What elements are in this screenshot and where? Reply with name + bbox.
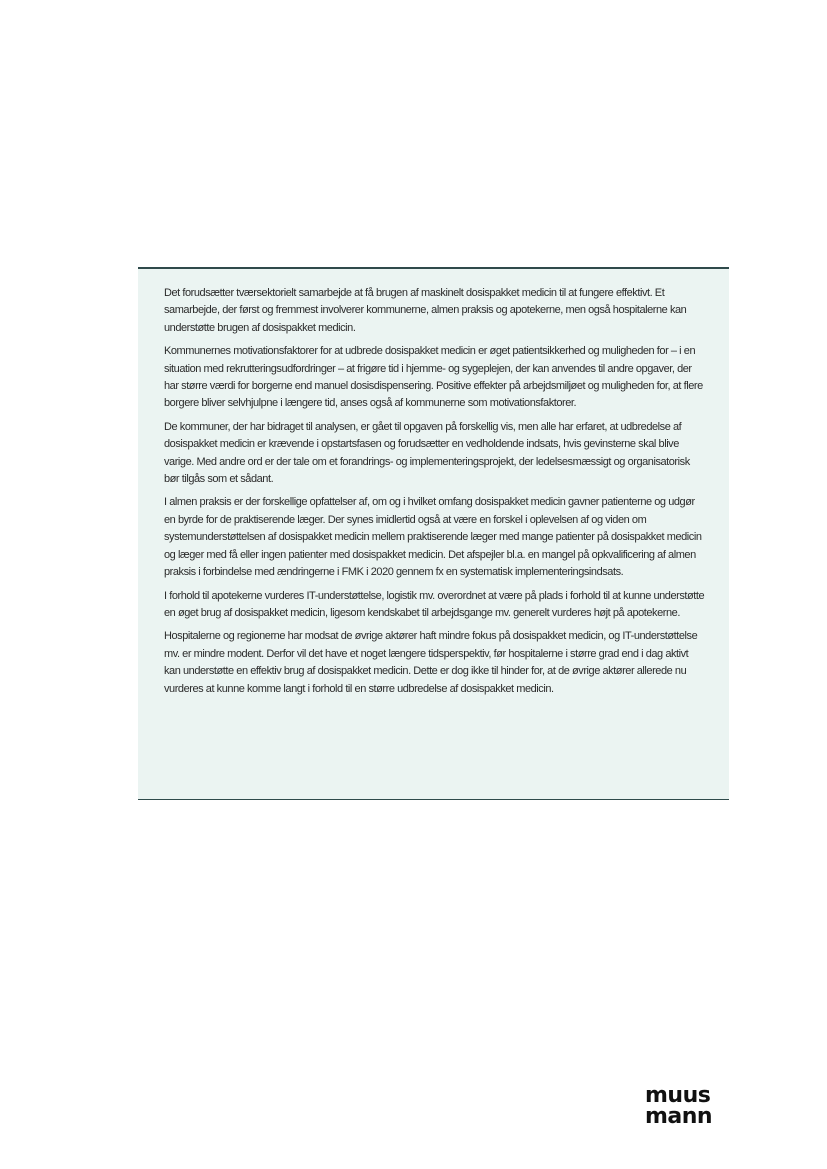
- callout-paragraph: Kommunernes motivationsfaktorer for at udbrede dosispakket medicin er øget patientsikkerhed og muligheden for – i en situation med rekrutteringsudfordringer – at frigøre tid i hjemme- og sygeplejen, der kan anvendes til andre opgaver, der har større værdi for borgerne end manuel dosisdispensering. Positive effekter på arbejdsmiljøet og muligheden for, at flere borgere bliver selvhjulpne i længere tid, anses også af kommunerne som motivationsfaktorer.: [164, 345, 703, 410]
- logo-text-line-1: muus: [645, 1083, 711, 1108]
- callout-paragraph: I almen praksis er der forskellige opfattelser af, om og i hvilket omfang dosispakket medicin gavner patienterne og udgør en byrde for de praktiserende læger. Der synes imidlertid også at være en forskel i oplevelsen af og viden om systemunderstøttelsen af dosispakket medicin mellem praktiserende læger med mange patienter på dosispakket medicin og læger med få eller ingen patienter med dosispakket medicin. Det afspejler bl.a. en mangel på opkvalificering af almen praksis i forbindelse med ændringerne i FMK i 2020 gennem fx en systematisk implementeringsindsats.: [164, 496, 702, 579]
- callout-paragraph: Det forudsætter tværsektorielt samarbejde at få brugen af maskinelt dosispakket medicin til at fungere effektivt. Et samarbejde, der først og fremmest involverer kommunerne, almen praksis og apotekerne, men også hospitalerne kan understøtte brugen af dosispakket medicin.: [164, 287, 687, 334]
- logo-text-line-2: mann: [645, 1104, 713, 1129]
- summary-callout-box: [138, 267, 729, 800]
- callout-paragraph: De kommuner, der har bidraget til analysen, er gået til opgaven på forskellig vis, men alle har erfaret, at udbredelse af dosispakket medicin er krævende i opstartsfasen og forudsætter en vedholdende indsats, hvis gevinsterne skal blive varige. Med andre ord er der tale om et forandrings- og implementeringsprojekt, der ledelsesmæssigt og organisatorisk bør tilgås som et sådant.: [164, 420, 690, 486]
- muusmann-logo: [645, 1085, 725, 1127]
- callout-paragraph: Hospitalerne og regionerne har modsat de øvrige aktører haft mindre fokus på dosispakket medicin, og IT-understøttelse mv. er mindre modent. Derfor vil det have et noget længere tidsperspektiv, før hospitalerne i større grad end i dag aktivt kan understøtte en effektiv brug af dosispakket medicin. Dette er dog ikke til hinder for, at de øvrige aktører allerede nu vurderes at kunne komme langt i forhold til en større udbredelse af dosispakket medicin.: [164, 630, 698, 695]
- callout-paragraph: I forhold til apotekerne vurderes IT-understøttelse, logistik mv. overordnet at være på plads i forhold til at kunne understøtte en øget brug af dosispakket medicin, ligesom kendskabet til arbejdsgange mv. generelt vurderes højt på apotekerne.: [164, 589, 705, 619]
